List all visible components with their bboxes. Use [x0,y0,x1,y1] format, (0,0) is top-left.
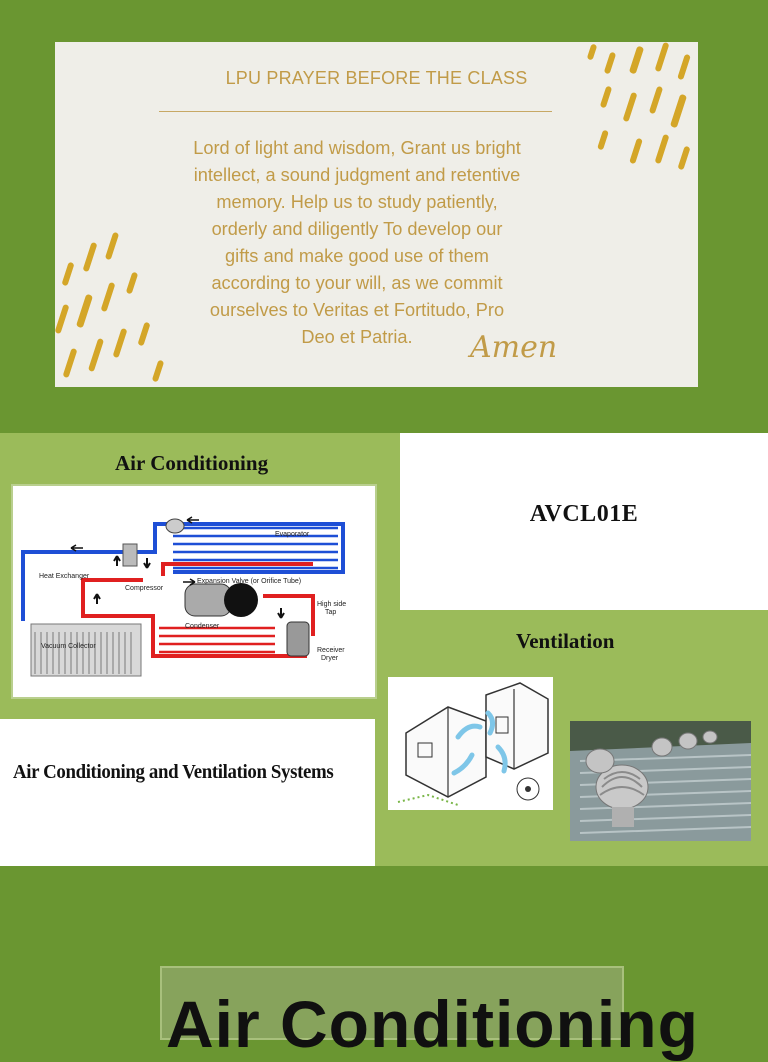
label-compressor: Compressor [125,585,164,592]
expansion-valve-part [166,519,184,533]
label-vacuum-collector: Vacuum Collector [41,643,96,650]
roof-turbine-ventilators-image [570,721,751,841]
air-conditioning-heading: Air Conditioning [115,451,269,475]
label-expansion-valve: Expansion Valve (or Orifice Tube) [197,578,302,585]
turbine-ventilator [586,749,614,773]
house-wall [486,683,548,769]
label-heat-exchanger: Heat Exchanger [39,573,90,580]
gold-streak-decoration [649,86,663,114]
course-code: AVCL01E [529,501,639,527]
ventilation-heading: Ventilation [516,629,615,653]
label-receiver-dryer: Receiver [317,647,345,654]
turbine-ventilator [679,733,697,749]
gold-streak-decoration [629,138,643,165]
prayer-line: orderly and diligently To develop our [211,219,503,239]
gold-streak-decoration [61,262,74,287]
gold-streak-decoration [597,130,609,151]
ac-cycle-diagram-graphic [13,486,375,697]
label-condenser: Condenser [185,623,220,630]
next-slide-preview [160,966,699,1061]
label-receiver-dryer: Dryer [321,655,339,662]
gold-streak-decoration [587,43,598,60]
prayer-line: according to your will, as we commit [211,273,503,293]
amen-signature: Amen [470,330,558,365]
gold-streak-decoration [670,94,687,128]
gold-streak-decoration [600,86,613,109]
title-divider [159,111,552,112]
prayer-line: memory. Help us to study patiently, [216,192,498,212]
prayer-line: ourselves to Veritas et Fortitudo, Pro [209,300,505,320]
flow-arrow-icon [94,594,100,604]
prayer-text [117,135,597,351]
house-ventilation-graphic [388,677,553,810]
gold-streak-decoration [55,304,70,334]
gold-streak-decoration [83,242,98,272]
receiver-dryer-part [287,622,309,656]
label-evaporator: Evaporator [275,531,310,538]
gold-streak-decoration [623,92,638,122]
gold-streak-decoration [101,282,116,312]
turbine-ventilator [703,731,717,743]
gold-streak-decoration [152,360,165,383]
compressor-clutch [224,583,258,617]
course-slide [0,433,768,866]
gold-streak-decoration [677,146,690,171]
house-ventilation-image [388,677,553,810]
next-slide-title: Air Conditioning [166,987,699,1061]
prayer-line: Lord of light and wisdom, Grant us bright [193,138,521,158]
prayer-line: gifts and make good use of them [225,246,489,266]
gold-streak-decoration [88,338,104,372]
condenser-coil [159,628,275,652]
systems-title-box [0,719,375,866]
fan-hub-icon [525,786,531,792]
systems-title: Air Conditioning and Ventilation Systems [13,761,334,783]
gold-streak-decoration [76,294,93,328]
turbine-ventilator [652,738,672,756]
gold-streak-decoration [655,134,670,164]
ac-cycle-diagram [13,486,375,697]
label-high-side-tap: High side [317,601,347,608]
prayer-title: LPU PRAYER BEFORE THE CLASS [225,68,528,88]
flow-arrow-icon [278,608,284,618]
roof-turbine-graphic [570,721,751,841]
gold-streak-decoration [63,348,78,378]
turbine-base [612,807,634,827]
heat-exchanger-part [123,544,137,566]
label-high-side-tap: Tap [325,609,337,616]
course-code-box [400,433,768,610]
prayer-line: Deo et Patria. [301,327,413,347]
flow-arrow-icon [114,556,120,566]
prayer-card [55,42,698,387]
flow-arrow-icon [144,558,150,568]
prayer-line: intellect, a sound judgment and retentive [193,165,521,185]
